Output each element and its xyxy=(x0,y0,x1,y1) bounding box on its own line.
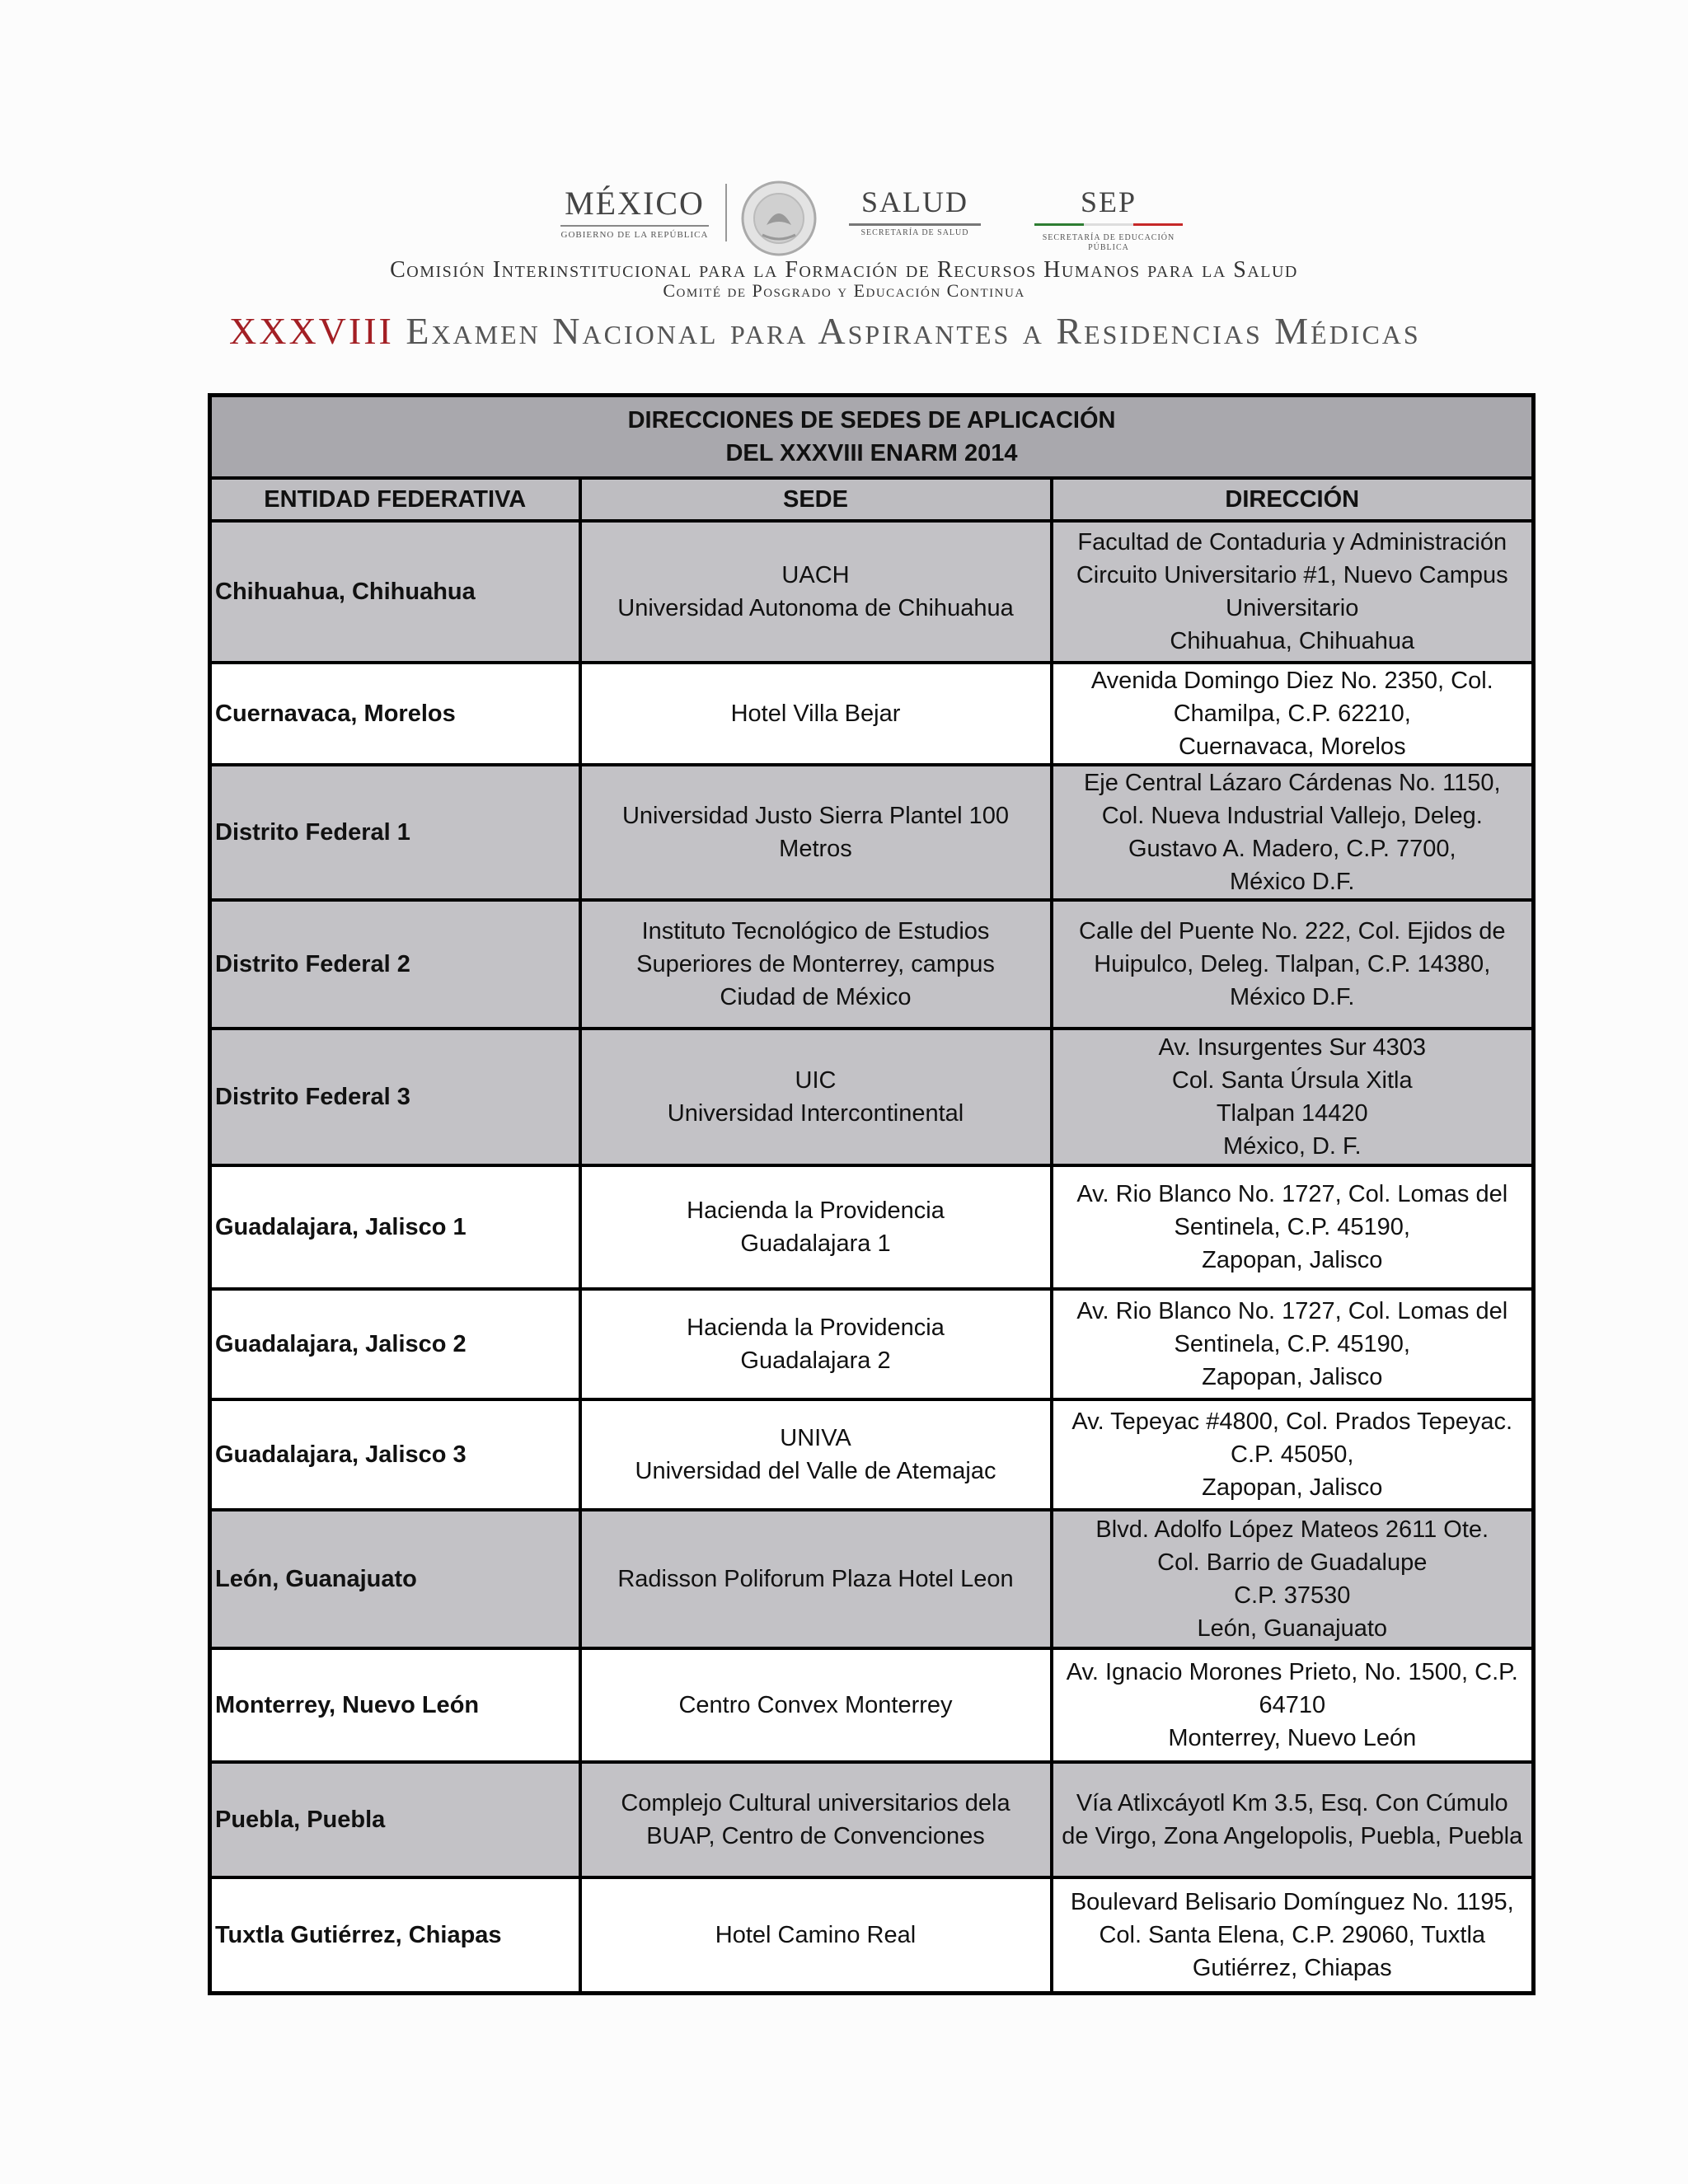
sede-line: Hacienda la Providencia xyxy=(687,1197,945,1224)
direccion-line: Zapopan, Jalisco xyxy=(1202,1364,1383,1390)
sede-line: Hacienda la Providencia xyxy=(687,1315,945,1341)
table-row xyxy=(210,1877,1534,1993)
direccion-cell xyxy=(1052,1762,1534,1877)
table-row xyxy=(210,663,1534,765)
direccion-line: 64710 xyxy=(1259,1692,1326,1718)
direccion-line: Sentinela, C.P. 45190, xyxy=(1174,1331,1410,1357)
header-logos xyxy=(552,177,1195,251)
logo-mexico-text: MÉXICO xyxy=(565,185,705,222)
salud-logo xyxy=(849,185,981,238)
direccion-line: Avenida Domingo Diez No. 2350, Col. xyxy=(1090,668,1493,694)
entidad-cell: Puebla, Puebla xyxy=(210,1762,580,1877)
sede-cell xyxy=(580,1399,1052,1510)
sede-line: Universidad del Valle de Atemajac xyxy=(635,1458,996,1484)
column-header-row xyxy=(210,478,1534,521)
entidad-cell: Distrito Federal 2 xyxy=(210,900,580,1029)
direccion-line: Huipulco, Deleg. Tlalpan, C.P. 14380, xyxy=(1094,951,1491,977)
direccion-cell xyxy=(1052,1510,1534,1648)
sede-line: Universidad Autonoma de Chihuahua xyxy=(617,595,1014,621)
sede-cell xyxy=(580,521,1052,663)
exam-title-text: Examen Nacional para Aspirantes a Residencias Médicas xyxy=(406,310,1421,352)
direccion-line: Av. Rio Blanco No. 1727, Col. Lomas del xyxy=(1076,1298,1508,1324)
table-row xyxy=(210,900,1534,1029)
direccion-line: Sentinela, C.P. 45190, xyxy=(1174,1214,1410,1240)
logo-mexico-subtext: GOBIERNO DE LA REPÚBLICA xyxy=(560,225,709,240)
direccion-cell xyxy=(1052,900,1534,1029)
entidad-cell: Tuxtla Gutiérrez, Chiapas xyxy=(210,1877,580,1993)
direccion-cell xyxy=(1052,1289,1534,1399)
direccion-line: Blvd. Adolfo López Mateos 2611 Ote. xyxy=(1095,1516,1489,1543)
sede-cell xyxy=(580,1289,1052,1399)
table-title-line1: DIRECCIONES DE SEDES DE APLICACIÓN xyxy=(627,407,1116,434)
mexico-government-logo xyxy=(560,185,709,240)
table-title-line2: DEL XXXVIII ENARM 2014 xyxy=(725,440,1018,466)
direccion-cell xyxy=(1052,1648,1534,1762)
sede-line: Ciudad de México xyxy=(720,984,912,1010)
direccion-line: Col. Santa Elena, C.P. 29060, Tuxtla xyxy=(1099,1921,1486,1948)
sede-line: Universidad Justo Sierra Plantel 100 xyxy=(621,803,1010,829)
entidad-cell: Monterrey, Nuevo León xyxy=(210,1648,580,1762)
table-title xyxy=(210,396,1534,479)
direccion-line: León, Guanajuato xyxy=(1197,1615,1388,1642)
direccion-line: Zapopan, Jalisco xyxy=(1202,1247,1383,1273)
direccion-line: Eje Central Lázaro Cárdenas No. 1150, xyxy=(1083,770,1501,796)
sede-line: Radisson Poliforum Plaza Hotel Leon xyxy=(617,1566,1014,1592)
direccion-line: Cuernavaca, Morelos xyxy=(1178,733,1406,760)
direccion-line: Gustavo A. Madero, C.P. 7700, xyxy=(1128,836,1456,862)
table-row xyxy=(210,1399,1534,1510)
entidad-cell: Guadalajara, Jalisco 2 xyxy=(210,1289,580,1399)
sede-line: UACH xyxy=(781,562,850,588)
direccion-line: Calle del Puente No. 222, Col. Ejidos de xyxy=(1079,918,1506,944)
direccion-line: Circuito Universitario #1, Nuevo Campus xyxy=(1076,562,1508,588)
direccion-line: Col. Nueva Industrial Vallejo, Deleg. xyxy=(1101,803,1483,829)
direccion-cell xyxy=(1052,765,1534,900)
direccion-cell xyxy=(1052,1399,1534,1510)
sede-line: BUAP, Centro de Convenciones xyxy=(646,1823,985,1849)
column-header-entidad: ENTIDAD FEDERATIVA xyxy=(210,478,580,521)
table-row xyxy=(210,1029,1534,1165)
direccion-line: Chamilpa, C.P. 62210, xyxy=(1173,701,1411,727)
direccion-line: Gutiérrez, Chiapas xyxy=(1192,1954,1392,1981)
table-row xyxy=(210,521,1534,663)
sede-cell xyxy=(580,1762,1052,1877)
sede-line: Superiores de Monterrey, campus xyxy=(636,951,995,977)
sep-logo xyxy=(1034,185,1183,253)
column-header-sede: SEDE xyxy=(580,478,1052,521)
sede-cell xyxy=(580,900,1052,1029)
direccion-line: Zapopan, Jalisco xyxy=(1202,1474,1383,1501)
logo-salud-subtext: SECRETARÍA DE SALUD xyxy=(849,223,981,238)
direccion-cell xyxy=(1052,1029,1534,1165)
entidad-cell: Distrito Federal 1 xyxy=(210,765,580,900)
sede-line: Metros xyxy=(779,836,852,862)
direccion-line: C.P. 37530 xyxy=(1234,1582,1351,1609)
table-title-row xyxy=(210,396,1534,479)
direccion-cell xyxy=(1052,521,1534,663)
entidad-cell: León, Guanajuato xyxy=(210,1510,580,1648)
direccion-line: Av. Tepeyac #4800, Col. Prados Tepeyac. xyxy=(1071,1408,1513,1435)
direccion-line: Monterrey, Nuevo León xyxy=(1168,1725,1417,1751)
sede-line: UNIVA xyxy=(780,1425,851,1451)
sede-cell xyxy=(580,1510,1052,1648)
direccion-line: Facultad de Contaduria y Administración xyxy=(1077,529,1507,555)
entidad-cell: Guadalajara, Jalisco 3 xyxy=(210,1399,580,1510)
direccion-line: C.P. 45050, xyxy=(1231,1441,1354,1468)
direccion-line: Col. Barrio de Guadalupe xyxy=(1157,1549,1428,1576)
sede-line: Hotel Villa Bejar xyxy=(730,701,901,727)
direccion-line: Chihuahua, Chihuahua xyxy=(1170,628,1415,654)
direccion-cell xyxy=(1052,1877,1534,1993)
entidad-cell: Distrito Federal 3 xyxy=(210,1029,580,1165)
venues-table xyxy=(208,393,1536,1995)
sede-cell xyxy=(580,1165,1052,1289)
exam-roman-numeral: XXXVIII xyxy=(229,310,394,352)
sede-cell xyxy=(580,1648,1052,1762)
logo-sep-subtext: SECRETARÍA DE EDUCACIÓN PÚBLICA xyxy=(1042,233,1175,252)
exam-title xyxy=(229,309,1515,353)
direccion-line: Av. Ignacio Morones Prieto, No. 1500, C.P. xyxy=(1066,1659,1518,1685)
direccion-line: Av. Rio Blanco No. 1727, Col. Lomas del xyxy=(1076,1181,1508,1207)
direccion-line: de Virgo, Zona Angelopolis, Puebla, Puebla xyxy=(1062,1823,1523,1849)
direccion-line: Vía Atlixcáyotl Km 3.5, Esq. Con Cúmulo xyxy=(1076,1790,1508,1816)
logo-divider xyxy=(725,184,727,241)
direccion-line: Universitario xyxy=(1226,595,1359,621)
direccion-line: Tlalpan 14420 xyxy=(1216,1100,1368,1127)
sede-cell xyxy=(580,1877,1052,1993)
direccion-cell xyxy=(1052,663,1534,765)
table-body xyxy=(210,521,1534,1993)
sede-cell xyxy=(580,1029,1052,1165)
sede-line: Guadalajara 2 xyxy=(740,1347,891,1374)
direccion-line: México D.F. xyxy=(1230,984,1355,1010)
sede-line: Complejo Cultural universitarios dela xyxy=(621,1790,1010,1816)
logo-sep-text: SEP xyxy=(1080,185,1137,218)
sede-cell xyxy=(580,663,1052,765)
committee-title: Comité de Posgrado y Educación Continua xyxy=(663,280,1025,301)
entidad-cell: Chihuahua, Chihuahua xyxy=(210,521,580,663)
sede-line: Instituto Tecnológico de Estudios xyxy=(641,918,990,944)
table-row xyxy=(210,765,1534,900)
table-row xyxy=(210,1762,1534,1877)
sede-line: UIC xyxy=(795,1067,837,1094)
table-row xyxy=(210,1165,1534,1289)
national-seal-icon xyxy=(738,177,820,260)
direccion-cell xyxy=(1052,1165,1534,1289)
direccion-line: Boulevard Belisario Domínguez No. 1195, xyxy=(1070,1888,1514,1915)
table-row xyxy=(210,1289,1534,1399)
direccion-line: Col. Santa Úrsula Xitla xyxy=(1171,1067,1413,1094)
logo-salud-text: SALUD xyxy=(860,185,968,218)
entidad-cell: Cuernavaca, Morelos xyxy=(210,663,580,765)
direccion-line: Av. Insurgentes Sur 4303 xyxy=(1158,1034,1427,1061)
entidad-cell: Guadalajara, Jalisco 1 xyxy=(210,1165,580,1289)
direccion-line: México, D. F. xyxy=(1222,1133,1362,1160)
tricolor-stripe xyxy=(1034,223,1183,226)
sede-cell xyxy=(580,765,1052,900)
sede-line: Hotel Camino Real xyxy=(715,1921,917,1948)
column-header-direccion: DIRECCIÓN xyxy=(1052,478,1534,521)
sede-line: Guadalajara 1 xyxy=(740,1230,891,1257)
sede-line: Universidad Intercontinental xyxy=(667,1100,964,1127)
sede-line: Centro Convex Monterrey xyxy=(678,1692,953,1718)
table-row xyxy=(210,1510,1534,1648)
direccion-line: México D.F. xyxy=(1230,869,1355,895)
table-row xyxy=(210,1648,1534,1762)
commission-title: Comisión Interinstitucional para la Formación de Recursos Humanos para la Salud xyxy=(390,257,1298,283)
